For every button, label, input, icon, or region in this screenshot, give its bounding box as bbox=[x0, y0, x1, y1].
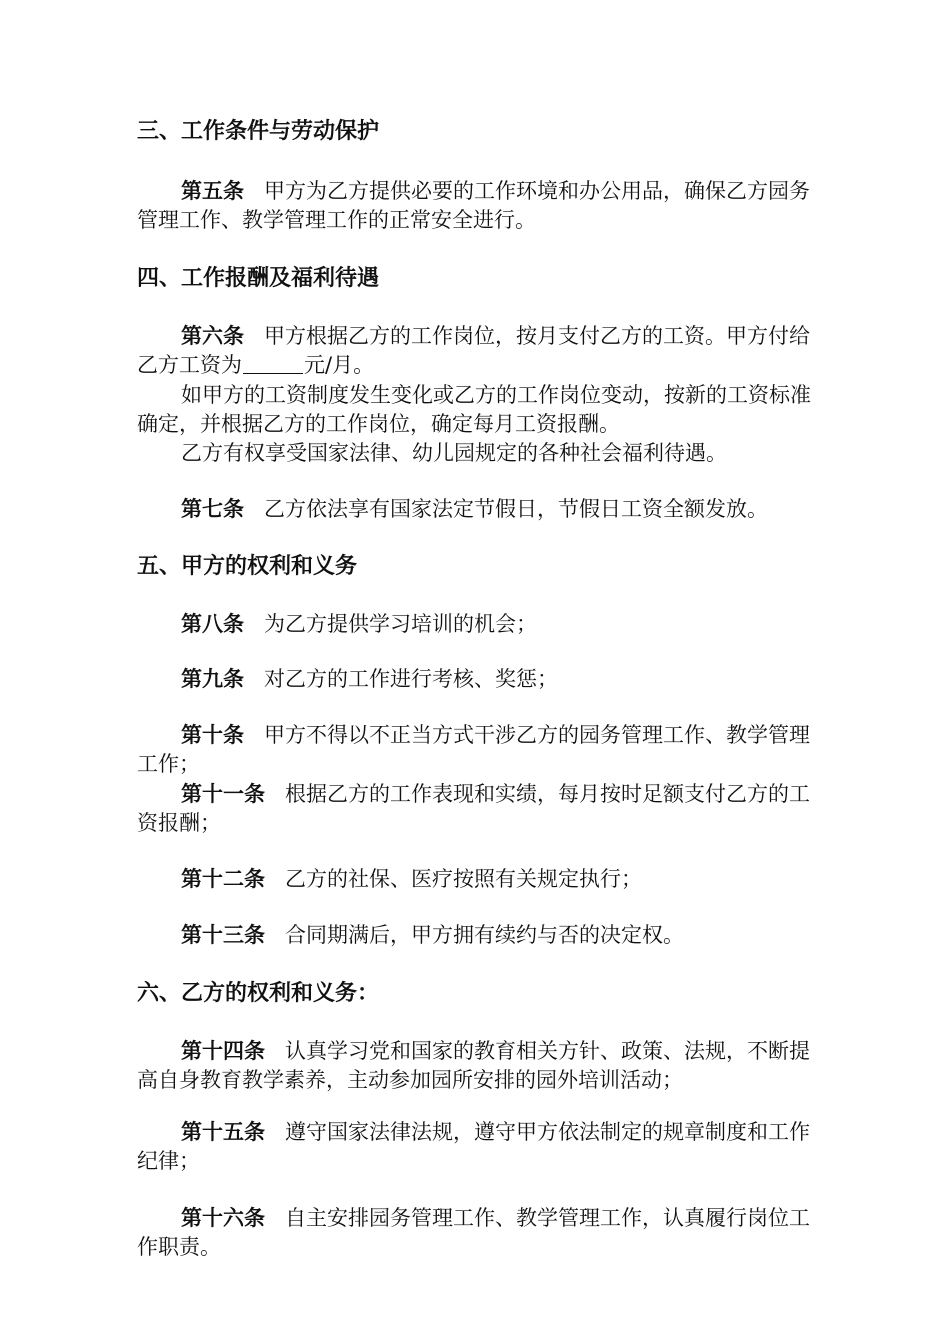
article-14-line-1 bbox=[137, 1037, 853, 1066]
article-9 bbox=[137, 665, 853, 694]
salary-prefix: 乙方工资为 bbox=[137, 353, 242, 377]
article-10-label: 第十条 bbox=[181, 723, 244, 747]
article-10-line-2: 工作； bbox=[137, 752, 200, 776]
article-5-text: 甲方为乙方提供必要的工作环境和办公用品，确保乙方园务 bbox=[264, 179, 810, 203]
article-14-label: 第十四条 bbox=[181, 1039, 265, 1063]
article-11-label: 第十一条 bbox=[181, 782, 265, 806]
article-13 bbox=[137, 921, 853, 950]
section-4-heading: 四、工作报酬及福利待遇 bbox=[137, 266, 380, 291]
article-7-text: 乙方依法享有国家法定节假日，节假日工资全额发放。 bbox=[264, 497, 768, 521]
article-12-text: 乙方的社保、医疗按照有关规定执行； bbox=[285, 867, 642, 891]
article-14-text: 认真学习党和国家的教育相关方针、政策、法规，不断提 bbox=[285, 1039, 810, 1063]
article-12-label: 第十二条 bbox=[181, 867, 265, 891]
article-15-line-2: 纪律； bbox=[137, 1149, 200, 1173]
article-6-label: 第六条 bbox=[181, 324, 244, 348]
article-14-line-2: 高自身教育教学素养，主动参加园所安排的园外培训活动； bbox=[137, 1068, 683, 1092]
article-8-label: 第八条 bbox=[181, 612, 244, 636]
article-16-line-1 bbox=[137, 1204, 853, 1233]
article-11-line-1 bbox=[137, 780, 853, 809]
article-8-text: 为乙方提供学习培训的机会； bbox=[264, 612, 537, 636]
article-5-line-2: 管理工作、教学管理工作的正常安全进行。 bbox=[137, 208, 536, 232]
section-3-heading: 三、工作条件与劳动保护 bbox=[137, 119, 380, 144]
article-6-line-1 bbox=[137, 322, 853, 351]
article-5-line-1 bbox=[137, 177, 853, 206]
article-6-line-2 bbox=[137, 351, 853, 380]
article-15-text: 遵守国家法律法规，遵守甲方依法制定的规章制度和工作 bbox=[285, 1120, 810, 1144]
article-6-para-3: 乙方有权享受国家法律、幼儿园规定的各种社会福利待遇。 bbox=[181, 441, 727, 465]
article-10-line-1 bbox=[137, 721, 853, 750]
article-7 bbox=[137, 495, 853, 524]
article-11-line-2: 资报酬； bbox=[137, 811, 221, 835]
salary-blank bbox=[243, 353, 303, 374]
article-15-line-1 bbox=[137, 1118, 853, 1147]
article-7-label: 第七条 bbox=[181, 497, 244, 521]
article-16-label: 第十六条 bbox=[181, 1206, 265, 1230]
section-5-heading: 五、甲方的权利和义务 bbox=[137, 554, 358, 579]
article-15-label: 第十五条 bbox=[181, 1120, 265, 1144]
article-10-text: 甲方不得以不正当方式干涉乙方的园务管理工作、教学管理 bbox=[264, 723, 810, 747]
section-6-heading: 六、乙方的权利和义务： bbox=[137, 981, 380, 1006]
article-6-text: 甲方根据乙方的工作岗位，按月支付乙方的工资。甲方付给 bbox=[264, 324, 810, 348]
article-5-label: 第五条 bbox=[181, 179, 244, 203]
article-6-para-2-line-2: 确定，并根据乙方的工作岗位，确定每月工资报酬。 bbox=[137, 412, 620, 436]
article-9-text: 对乙方的工作进行考核、奖惩； bbox=[264, 667, 558, 691]
article-11-text: 根据乙方的工作表现和实绩，每月按时足额支付乙方的工 bbox=[285, 782, 810, 806]
article-9-label: 第九条 bbox=[181, 667, 244, 691]
article-13-label: 第十三条 bbox=[181, 923, 265, 947]
article-6-para-2-line-1: 如甲方的工资制度发生变化或乙方的工作岗位变动，按新的工资标准 bbox=[181, 383, 811, 407]
salary-unit: 元/月。 bbox=[304, 353, 375, 377]
article-12 bbox=[137, 865, 853, 894]
article-8 bbox=[137, 610, 853, 639]
article-16-line-2: 作职责。 bbox=[137, 1235, 221, 1259]
article-16-text: 自主安排园务管理工作、教学管理工作，认真履行岗位工 bbox=[285, 1206, 810, 1230]
article-13-text: 合同期满后，甲方拥有续约与否的决定权。 bbox=[285, 923, 684, 947]
